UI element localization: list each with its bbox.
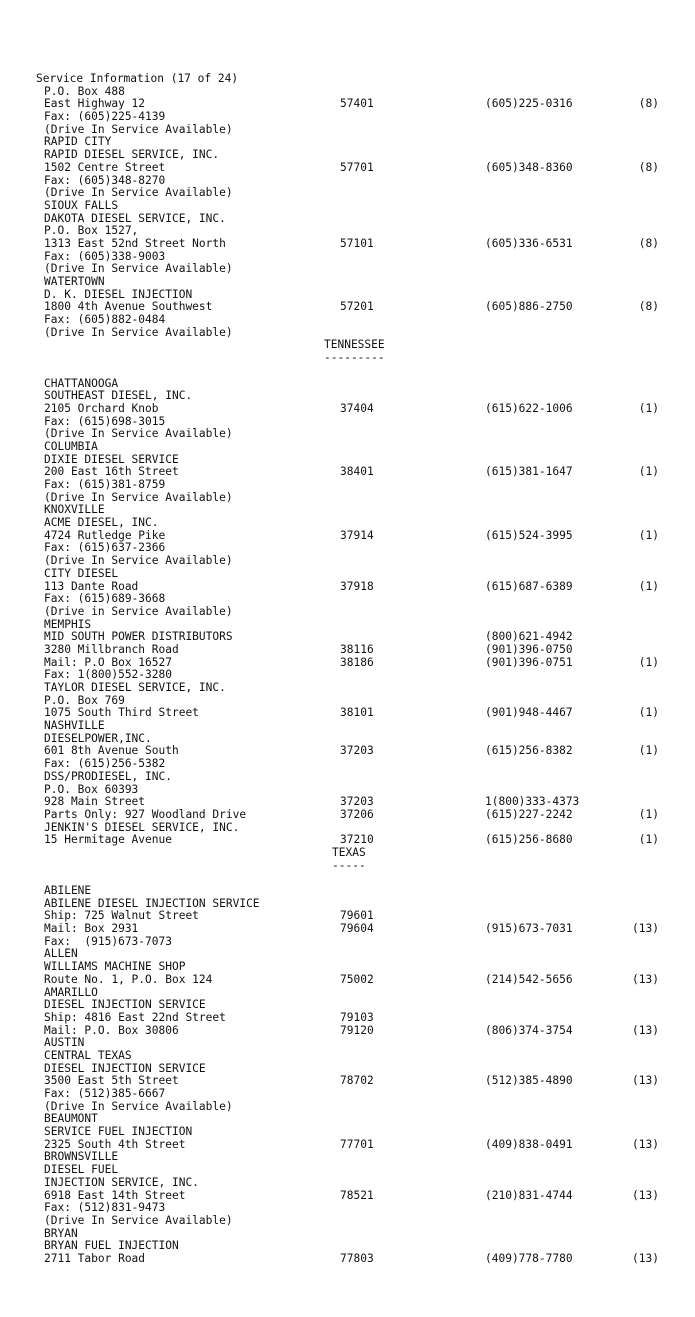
state-underline: --------- [324, 351, 385, 365]
zip-code: 38116 [340, 642, 374, 656]
line-text: 1800 4th Avenue Southwest [44, 300, 213, 314]
zip-code: 37203 [340, 795, 374, 809]
region-code: (13) [632, 1137, 659, 1151]
line-text: BRYAN [44, 1226, 78, 1240]
line-text: Fax: (615)256-5382 [44, 757, 166, 771]
phone-number: (615)524-3995 [485, 528, 573, 542]
line-text: Fax: (512)831-9473 [44, 1201, 166, 1215]
line-text: Mail: P.O. Box 30806 [44, 1023, 179, 1037]
listing-line [0, 885, 695, 898]
line-text: DAKOTA DIESEL SERVICE, INC. [44, 211, 226, 225]
line-text: East Highway 12 [44, 97, 146, 111]
listing-line [0, 796, 695, 809]
line-text: 3280 Millbranch Road [44, 642, 179, 656]
phone-number: (615)256-8382 [485, 744, 573, 758]
region-code: (13) [632, 972, 659, 986]
state-name: TENNESSEE [324, 338, 385, 352]
phone-number: (901)396-0750 [485, 642, 573, 656]
line-text: (Drive In Service Available) [44, 262, 233, 276]
line-text: Fax: (915)673-7073 [44, 934, 172, 948]
line-text: (Drive In Service Available) [44, 1213, 233, 1227]
line-text: 2105 Orchard Knob [44, 401, 159, 415]
line-text: D. K. DIESEL INJECTION [44, 287, 193, 301]
line-text: 113 Dante Road [44, 579, 139, 593]
region-code: (1) [638, 579, 659, 593]
line-text: 2325 South 4th Street [44, 1137, 186, 1151]
phone-number: (512)385-4890 [485, 1074, 573, 1088]
line-text: RAPID DIESEL SERVICE, INC. [44, 148, 220, 162]
region-code: (1) [638, 807, 659, 821]
zip-code: 38101 [340, 706, 374, 720]
listing-line [0, 682, 695, 695]
line-text: COLUMBIA [44, 439, 98, 453]
zip-code: 79604 [340, 922, 374, 936]
region-code: (1) [638, 465, 659, 479]
phone-number: (615)687-6389 [485, 579, 573, 593]
line-text: SIOUX FALLS [44, 198, 119, 212]
state-underline: ----- [332, 858, 366, 872]
zip-code: 37206 [340, 807, 374, 821]
listing-line [0, 162, 695, 175]
listing-line [0, 428, 695, 441]
region-code: (1) [638, 833, 659, 847]
phone-number: (605)348-8360 [485, 160, 573, 174]
listing-line [0, 1088, 695, 1101]
line-text: Fax: (615)381-8759 [44, 478, 166, 491]
page-header-text: Service Information (17 of 24) [36, 72, 239, 85]
phone-number: (409)778-7780 [485, 1251, 573, 1265]
listing-line [0, 441, 695, 454]
line-text: Fax: (605)225-4139 [44, 110, 166, 124]
listing-line [0, 593, 695, 606]
zip-code: 79103 [340, 1010, 374, 1024]
line-text: KNOXVILLE [44, 503, 105, 517]
line-text: DSS/PRODIESEL, INC. [44, 769, 172, 783]
zip-code: 38186 [340, 655, 374, 669]
phone-number: 1(800)333-4373 [485, 795, 580, 809]
line-text: P.O. Box 769 [44, 693, 125, 707]
region-code: (13) [632, 1251, 659, 1265]
zip-code: 79120 [340, 1023, 374, 1037]
zip-code: 77701 [340, 1137, 374, 1151]
region-code: (1) [638, 706, 659, 720]
listing-line [0, 238, 695, 251]
line-text: 928 Main Street [44, 795, 146, 809]
phone-number: (615)381-1647 [485, 465, 573, 479]
line-text: ABILENE [44, 884, 92, 897]
line-text: P.O. Box 488 [44, 84, 125, 98]
listing-line [0, 403, 695, 416]
line-text: Fax: (605)338-9003 [44, 249, 166, 263]
listing-line [0, 1012, 695, 1025]
zip-code: 37404 [340, 401, 374, 415]
zip-code: 57201 [340, 300, 374, 314]
listing-line [0, 1164, 695, 1177]
line-text: DIXIE DIESEL SERVICE [44, 452, 179, 466]
listing-line [0, 149, 695, 162]
service-listing-document [0, 73, 695, 1266]
zip-code: 57701 [340, 160, 374, 174]
listing-line [0, 1177, 695, 1190]
line-text: BEAUMONT [44, 1112, 98, 1126]
line-text: (Drive In Service Available) [44, 554, 233, 568]
line-text: 3500 East 5th Street [44, 1074, 179, 1088]
zip-code: 37203 [340, 744, 374, 758]
line-text: MID SOUTH POWER DISTRIBUTORS [44, 630, 233, 644]
line-text: ACME DIESEL, INC. [44, 516, 159, 530]
line-text: P.O. Box 1527, [44, 224, 139, 238]
phone-number: (615)227-2242 [485, 807, 573, 821]
zip-code: 79601 [340, 909, 374, 923]
listing-line [0, 517, 695, 530]
region-code: (1) [638, 744, 659, 758]
line-text: WILLIAMS MACHINE SHOP [44, 960, 186, 974]
region-code: (13) [632, 1188, 659, 1202]
listing-line [0, 606, 695, 619]
phone-number: (605)336-6531 [485, 236, 573, 250]
listing-line [0, 923, 695, 936]
listing-line [0, 644, 695, 657]
listing-line [0, 1050, 695, 1063]
zip-code: 37210 [340, 833, 374, 847]
line-text: Fax: 1(800)552-3280 [44, 668, 172, 682]
line-text: Route No. 1, P.O. Box 124 [44, 972, 213, 986]
line-text: SERVICE FUEL INJECTION [44, 1125, 193, 1139]
line-text: 601 8th Avenue South [44, 744, 179, 758]
phone-number: (915)673-7031 [485, 922, 573, 936]
line-text: Fax: (615)637-2366 [44, 541, 166, 555]
region-code: (1) [638, 655, 659, 669]
zip-code: 57401 [340, 97, 374, 111]
line-text: INJECTION SERVICE, INC. [44, 1175, 199, 1189]
line-text: BROWNSVILLE [44, 1150, 119, 1164]
listing-line [0, 720, 695, 733]
listing-line [0, 771, 695, 784]
listing-line [0, 555, 695, 568]
listing-line [0, 1253, 695, 1266]
region-code: (8) [638, 300, 659, 314]
listing-line [0, 187, 695, 200]
region-code: (13) [632, 1074, 659, 1088]
blank-line [0, 872, 695, 885]
region-code: (1) [638, 528, 659, 542]
line-text: (Drive In Service Available) [44, 186, 233, 200]
listing-line [0, 314, 695, 327]
phone-number: (615)256-8680 [485, 833, 573, 847]
zip-code: 37914 [340, 528, 374, 542]
region-code: (13) [632, 1023, 659, 1037]
zip-code: 78521 [340, 1188, 374, 1202]
page-header [0, 73, 695, 86]
phone-number: (210)831-4744 [485, 1188, 573, 1202]
line-text: NASHVILLE [44, 719, 105, 733]
line-text: SOUTHEAST DIESEL, INC. [44, 389, 193, 403]
listing-line [0, 974, 695, 987]
line-text: DIESEL INJECTION SERVICE [44, 998, 206, 1012]
line-text: (Drive In Service Available) [44, 1099, 233, 1113]
region-code: (8) [638, 160, 659, 174]
line-text: 1075 South Third Street [44, 706, 199, 720]
phone-number: (214)542-5656 [485, 972, 573, 986]
line-text: 1313 East 52nd Street North [44, 236, 226, 250]
zip-code: 78702 [340, 1074, 374, 1088]
listing-line [0, 111, 695, 124]
listing-line [0, 999, 695, 1012]
state-underline-row [0, 860, 695, 873]
listing-line [0, 961, 695, 974]
listing-body [0, 86, 695, 1266]
line-text: Fax: (615)689-3668 [44, 592, 166, 606]
line-text: Ship: 725 Walnut Street [44, 909, 199, 923]
listing-line [0, 1101, 695, 1114]
line-text: WATERTOWN [44, 275, 105, 288]
region-code: (8) [638, 97, 659, 111]
phone-number: (901)396-0751 [485, 655, 573, 669]
zip-code: 77803 [340, 1251, 374, 1265]
line-text: DIESEL INJECTION SERVICE [44, 1061, 206, 1075]
line-text: Fax: (605)882-0484 [44, 313, 166, 327]
listing-line [0, 568, 695, 581]
phone-number: (901)948-4467 [485, 706, 573, 720]
line-text: ABILENE DIESEL INJECTION SERVICE [44, 896, 260, 910]
line-text: BRYAN FUEL INJECTION [44, 1239, 179, 1253]
line-text: JENKIN'S DIESEL SERVICE, INC. [44, 820, 240, 834]
region-code: (1) [638, 401, 659, 415]
line-text: TAYLOR DIESEL SERVICE, INC. [44, 681, 226, 694]
listing-line [0, 1202, 695, 1215]
listing-line [0, 276, 695, 289]
line-text: P.O. Box 60393 [44, 782, 139, 796]
line-text: 15 Hermitage Avenue [44, 833, 172, 847]
state-heading [0, 847, 695, 860]
line-text: Fax: (605)348-8270 [44, 173, 166, 187]
blank-line [0, 365, 695, 378]
listing-line [0, 1215, 695, 1228]
zip-code: 38401 [340, 465, 374, 479]
zip-code: 75002 [340, 972, 374, 986]
line-text: Parts Only: 927 Woodland Drive [44, 807, 247, 821]
line-text: CHATTANOOGA [44, 376, 119, 390]
line-text: (Drive in Service Available) [44, 604, 233, 618]
line-text: DIESELPOWER,INC. [44, 731, 152, 745]
phone-number: (806)374-3754 [485, 1023, 573, 1037]
line-text: 200 East 16th Street [44, 465, 179, 479]
phone-number: (800)621-4942 [485, 630, 573, 644]
zip-code: 57101 [340, 236, 374, 250]
line-text: (Drive In Service Available) [44, 490, 233, 504]
line-text: AMARILLO [44, 985, 98, 999]
region-code: (13) [632, 922, 659, 936]
line-text: Ship: 4816 East 22nd Street [44, 1010, 226, 1024]
line-text: RAPID CITY [44, 135, 112, 149]
phone-number: (605)225-0316 [485, 97, 573, 111]
line-text: 4724 Rutledge Pike [44, 528, 166, 542]
line-text: MEMPHIS [44, 617, 92, 631]
line-text: DIESEL FUEL [44, 1163, 119, 1177]
listing-line [0, 936, 695, 949]
line-text: 1502 Centre Street [44, 160, 166, 174]
line-text: Fax: (512)385-6667 [44, 1087, 166, 1100]
region-code: (8) [638, 236, 659, 250]
state-name: TEXAS [332, 845, 366, 859]
line-text: Mail: Box 2931 [44, 922, 139, 936]
line-text: Fax: (615)698-3015 [44, 414, 166, 428]
line-text: (Drive In Service Available) [44, 122, 233, 136]
listing-line [0, 479, 695, 492]
line-text: CITY DIESEL [44, 566, 119, 580]
line-text: AUSTIN [44, 1036, 85, 1050]
phone-number: (409)838-0491 [485, 1137, 573, 1151]
listing-line [0, 200, 695, 213]
listing-line [0, 390, 695, 403]
line-text: 2711 Tabor Road [44, 1251, 146, 1265]
line-text: Mail: P.O Box 16527 [44, 655, 172, 669]
listing-line [0, 809, 695, 822]
line-text: 6918 East 14th Street [44, 1188, 186, 1202]
zip-code: 37918 [340, 579, 374, 593]
line-text: CENTRAL TEXAS [44, 1048, 132, 1062]
line-text: (Drive In Service Available) [44, 325, 233, 339]
line-text: ALLEN [44, 947, 78, 961]
state-underline-row [0, 352, 695, 365]
listing-line [0, 758, 695, 771]
line-text: (Drive In Service Available) [44, 427, 233, 441]
listing-line [0, 1025, 695, 1038]
listing-line [0, 1126, 695, 1139]
phone-number: (605)886-2750 [485, 300, 573, 314]
phone-number: (615)622-1006 [485, 401, 573, 415]
